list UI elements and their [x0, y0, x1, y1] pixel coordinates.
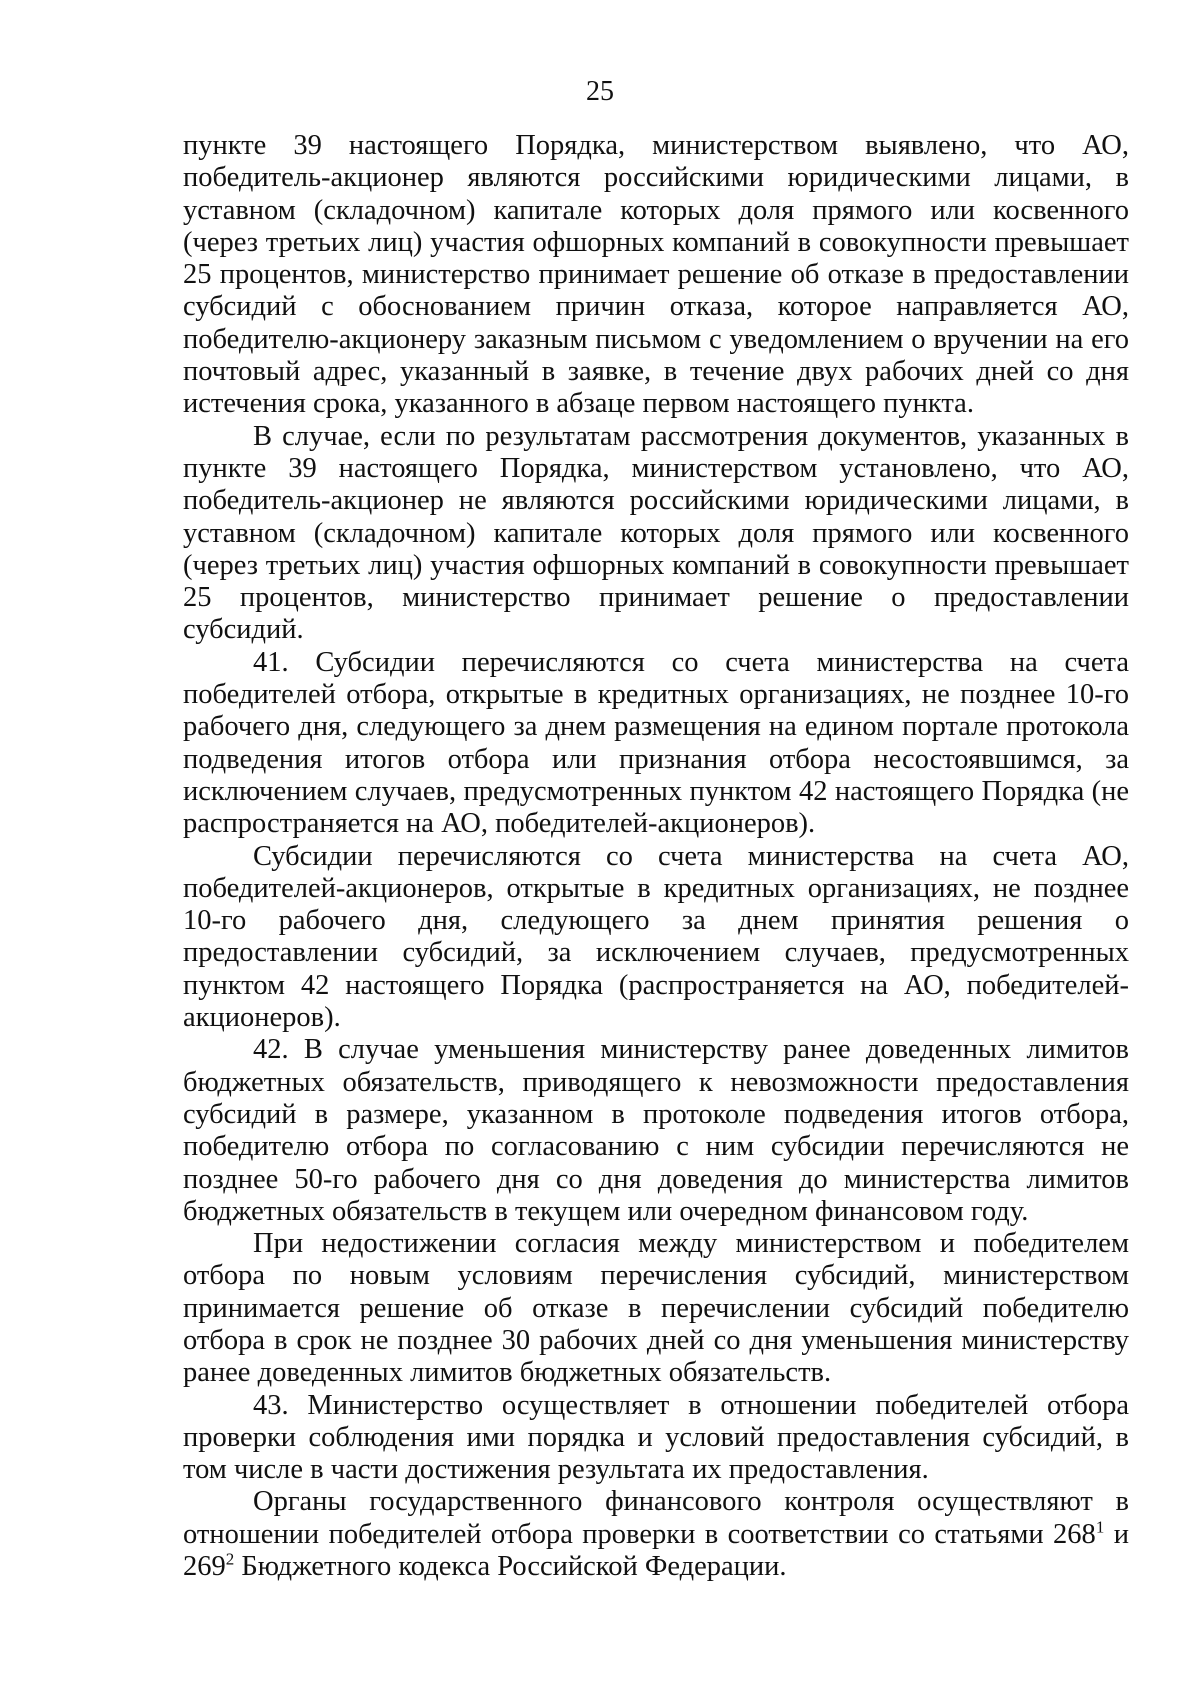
paragraph: Субсидии перечисляются со счета министерства на счета АО, победителей-акционеров, открытые в кредитных организациях, не позднее 10-го рабочего дня, следующего за днем принятия решения о предоставлении субсидий, за исключением случаев, предусмотренных пунктом 42 настоящего Порядка (распространяется на АО, победителей-акционеров).: [183, 840, 1129, 1034]
paragraph-text: и 269: [183, 1518, 1129, 1583]
paragraph-item-42: 42. В случае уменьшения министерству ранее доведенных лимитов бюджетных обязательств, приводящего к невозможности предоставления субсидий в размере, указанном в протоколе подведения итогов отбора, победителю отбора по согласованию с ним субсидии перечисляются не позднее 50-го рабочего дня со дня доведения до министерства лимитов бюджетных обязательств в текущем или очередном финансовом году.: [183, 1034, 1129, 1227]
paragraph: пункте 39 настоящего Порядка, министерством выявлено, что АО, победитель-акционер являются российскими юридическими лицами, в уставном (складочном) капитале которых доля прямого или косвенного (через третьих лиц) участия офшорных компаний в совокупности превышает 25 процентов, министерство принимает решение об отказе в предоставлении субсидий с обоснованием причин отказа, которое направляется АО, победителю-акционеру заказным письмом с уведомлением о вручении на его почтовый адрес, указанный в заявке, в течение двух рабочих дней со дня истечения срока, указанного в абзаце первом настоящего пункта.: [183, 130, 1129, 420]
superscript: 2: [225, 1549, 235, 1569]
superscript: 1: [1095, 1517, 1105, 1537]
paragraph-item-43: 43. Министерство осуществляет в отношении победителей отбора проверки соблюдения ими порядка и условий предоставления субсидий, в том числе в части достижения результата их предоставления.: [183, 1389, 1129, 1486]
paragraph-text: Органы государственного финансового контроля осуществляют в отношении победителей отбора проверки в соответствии со статьями 268: [183, 1486, 1129, 1550]
document-body: [183, 130, 1129, 1583]
paragraph-last: [183, 1486, 1129, 1583]
page-number: 25: [586, 76, 614, 107]
paragraph: В случае, если по результатам рассмотрения документов, указанных в пункте 39 настоящего Порядка, министерством установлено, что АО, победитель-акционер не являются российскими юридическими лицами, в уставном (складочном) капитале которых доля прямого или косвенного (через третьих лиц) участия офшорных компаний в совокупности превышает 25 процентов, министерство принимает решение о предоставлении субсидий.: [183, 420, 1129, 646]
paragraph: При недостижении согласия между министерством и победителем отбора по новым условиям перечисления субсидий, министерством принимается решение об отказе в перечислении субсидий победителю отбора в срок не позднее 30 рабочих дней со дня уменьшения министерству ранее доведенных лимитов бюджетных обязательств.: [183, 1228, 1129, 1389]
paragraph-text: Бюджетного кодекса Российской Федерации.: [234, 1551, 787, 1583]
paragraph-item-41: 41. Субсидии перечисляются со счета министерства на счета победителей отбора, открытые в кредитных организациях, не позднее 10-го рабочего дня, следующего за днем размещения на едином портале протокола подведения итогов отбора или признания отбора несостоявшимся, за исключением случаев, предусмотренных пунктом 42 настоящего Порядка (не распространяется на АО, победителей-акционеров).: [183, 646, 1129, 840]
